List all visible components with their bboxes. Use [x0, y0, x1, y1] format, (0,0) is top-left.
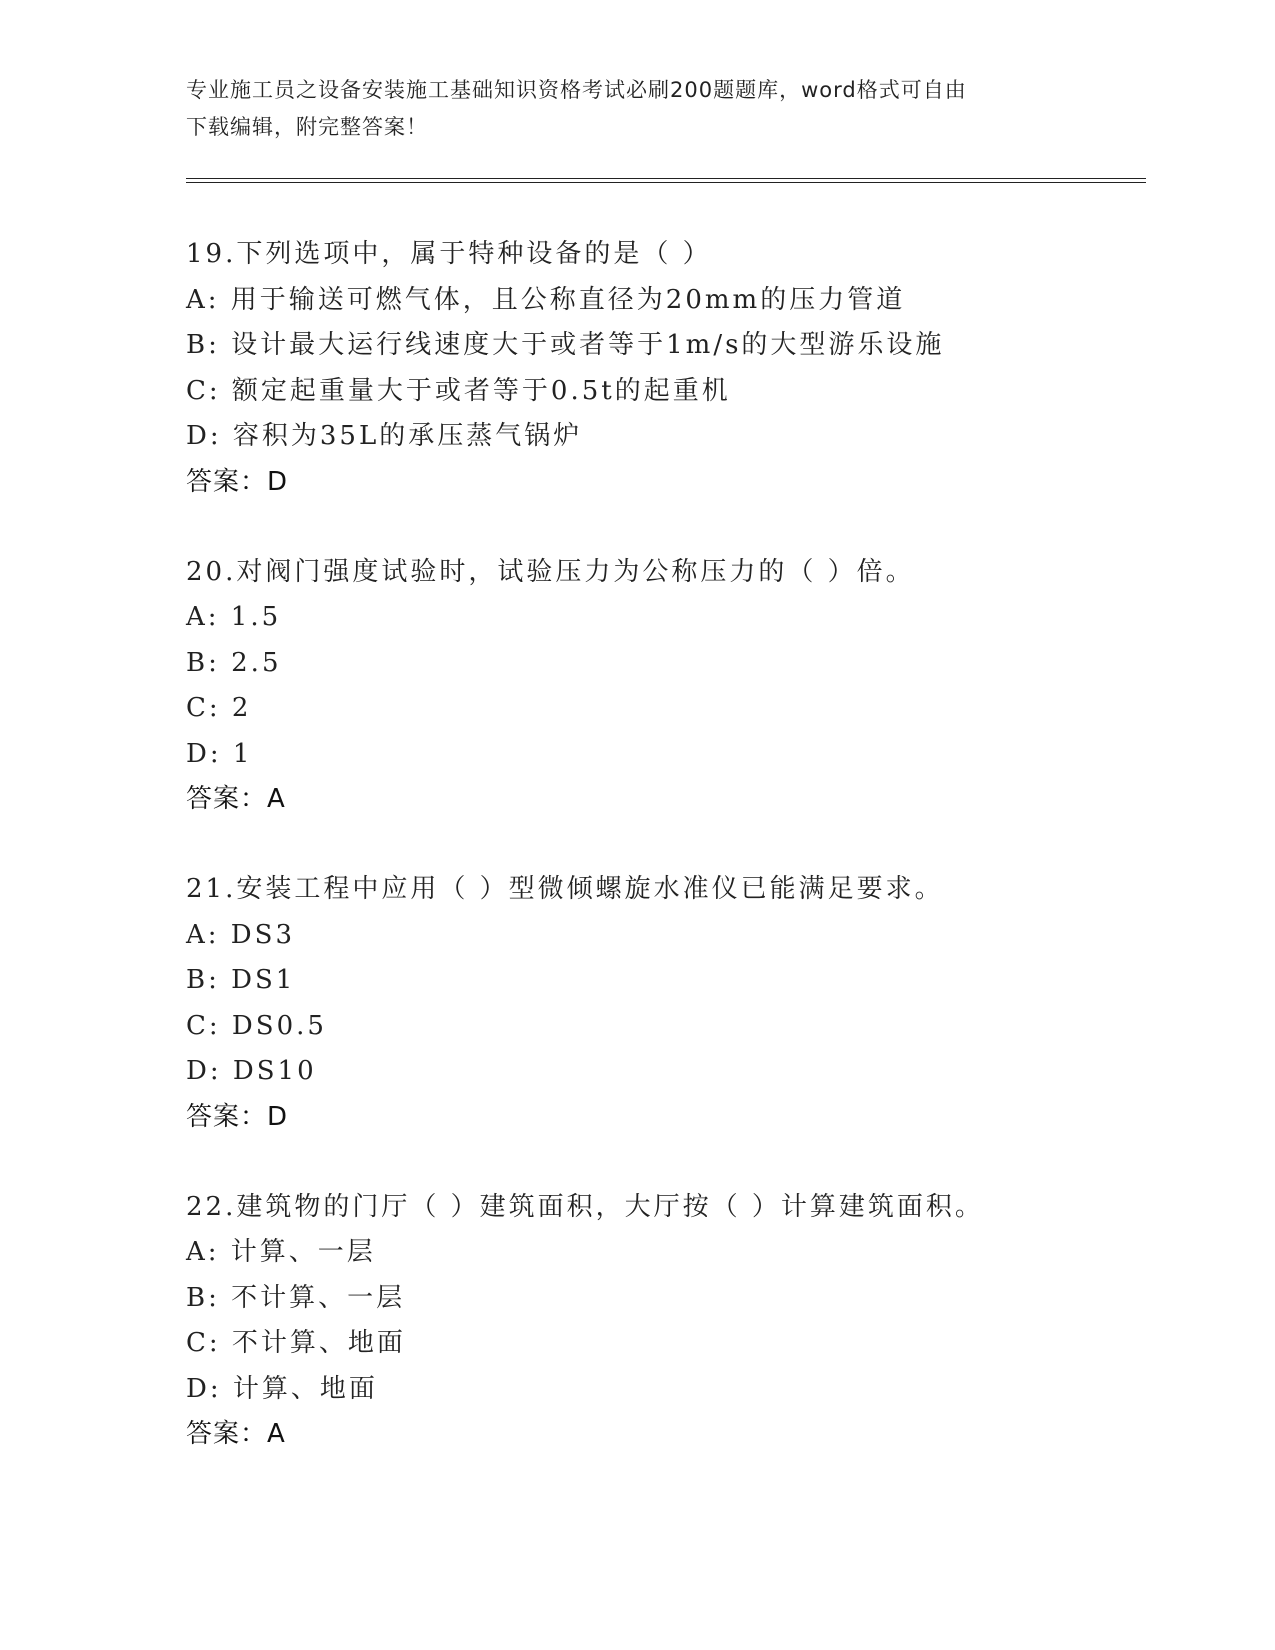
option-a: A: 用于输送可燃气体，且公称直径为20mm的压力管道 — [186, 284, 906, 315]
question-list — [186, 232, 1146, 1458]
option-c: C: 额定起重量大于或者等于0.5t的起重机 — [186, 375, 731, 406]
option-a: A: DS3 — [186, 919, 295, 950]
question-stem: 21.安装工程中应用（ ）型微倾螺旋水准仪已能满足要求。 — [186, 874, 944, 904]
option-c: C: 不计算、地面 — [186, 1328, 406, 1358]
question-spacer — [186, 823, 1146, 868]
option-b: B: 不计算、一层 — [186, 1282, 406, 1313]
question-20 — [186, 550, 1146, 823]
answer-label: 答案：A — [186, 1419, 286, 1449]
option-b: B: DS1 — [186, 965, 296, 995]
question-22 — [186, 1185, 1146, 1458]
option-b: B: 设计最大运行线速度大于或者等于1m/s的大型游乐设施 — [186, 330, 945, 360]
answer-label: 答案：D — [186, 1101, 289, 1132]
option-d: D: DS10 — [186, 1056, 317, 1086]
header-divider-top — [186, 178, 1146, 179]
question-stem: 20.对阀门强度试验时，试验压力为公称压力的（ ）倍。 — [186, 556, 915, 587]
answer-label: 答案：A — [186, 784, 286, 814]
header-line-2: 下载编辑，附完整答案！ — [186, 115, 428, 139]
question-stem: 19.下列选项中，属于特种设备的是（ ） — [186, 239, 712, 269]
question-spacer — [186, 1140, 1146, 1185]
option-d: D: 1 — [186, 738, 253, 769]
header-divider-bottom — [186, 182, 1146, 183]
option-d: D: 计算、地面 — [186, 1373, 378, 1404]
option-a: A: 1.5 — [186, 602, 282, 632]
answer-label: 答案：D — [186, 466, 289, 497]
header-line-1: 专业施工员之设备安装施工基础知识资格考试必刷200题题库，word格式可自由 — [186, 78, 967, 102]
option-d: D: 容积为35L的承压蒸气锅炉 — [186, 421, 583, 451]
option-c: C: 2 — [186, 693, 252, 723]
question-stem: 22.建筑物的门厅（ ）建筑面积，大厅按（ ）计算建筑面积。 — [186, 1191, 984, 1222]
option-c: C: DS0.5 — [186, 1010, 327, 1041]
option-b: B: 2.5 — [186, 647, 282, 678]
question-spacer — [186, 505, 1146, 550]
document-header — [186, 72, 1086, 146]
question-19 — [186, 232, 1146, 505]
question-21 — [186, 867, 1146, 1140]
option-a: A: 计算、一层 — [186, 1237, 376, 1267]
